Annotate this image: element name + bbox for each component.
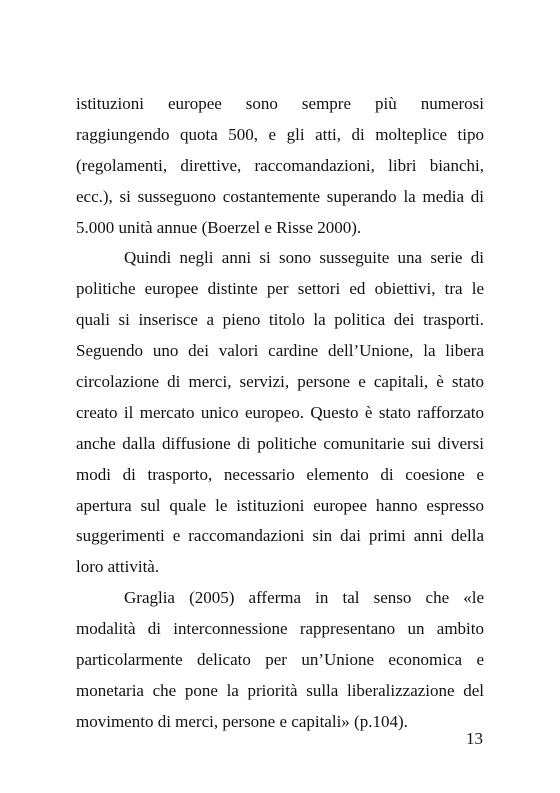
paragraph-1 <box>76 89 484 243</box>
text-line: quali si inserisce a pieno titolo la politica dei trasporti. <box>76 310 484 330</box>
text-line: politiche europee distinte per settori ed obiettivi, tra le <box>76 279 484 299</box>
paragraph-3 <box>76 583 484 737</box>
text-line: creato il mercato unico europeo. Questo è stato rafforzato <box>76 402 484 422</box>
text-line: raggiungendo quota 500, e gli atti, di molteplice tipo <box>76 124 484 144</box>
text-line: movimento di merci, persone e capitali» (p.104). <box>76 711 408 731</box>
text-line: monetaria che pone la priorità sulla liberalizzazione del <box>76 680 484 700</box>
text-line: apertura sul quale le istituzioni europee hanno espresso <box>76 495 484 515</box>
text-line: ecc.), si susseguono costantemente superando la media di <box>76 186 484 206</box>
text-line: circolazione di merci, servizi, persone e capitali, è stato <box>76 372 484 392</box>
text-line: modi di trasporto, necessario elemento di coesione e <box>76 464 484 484</box>
text-line: modalità di interconnessione rappresentano un ambito <box>76 619 484 639</box>
text-line: (regolamenti, direttive, raccomandazioni, libri bianchi, <box>76 155 484 175</box>
text-line: Quindi negli anni si sono susseguite una serie di <box>124 248 484 268</box>
text-line: istituzioni europee sono sempre più numerosi <box>76 94 484 113</box>
paragraph-2 <box>76 243 484 583</box>
text-line: Graglia (2005) afferma in tal senso che «le <box>124 588 484 608</box>
document-body <box>76 89 484 738</box>
text-line: Seguendo uno dei valori cardine dell’Unione, la libera <box>76 341 484 361</box>
text-line: loro attività. <box>76 557 160 577</box>
text-line: particolarmente delicato per un’Unione economica e <box>76 650 484 670</box>
text-line: suggerimenti e raccomandazioni sin dai primi anni della <box>76 526 484 546</box>
page-number: 13 <box>466 729 483 748</box>
text-line: anche dalla diffusione di politiche comunitarie sui diversi <box>76 433 484 453</box>
text-line: 5.000 unità annue (Boerzel e Risse 2000). <box>76 217 362 237</box>
